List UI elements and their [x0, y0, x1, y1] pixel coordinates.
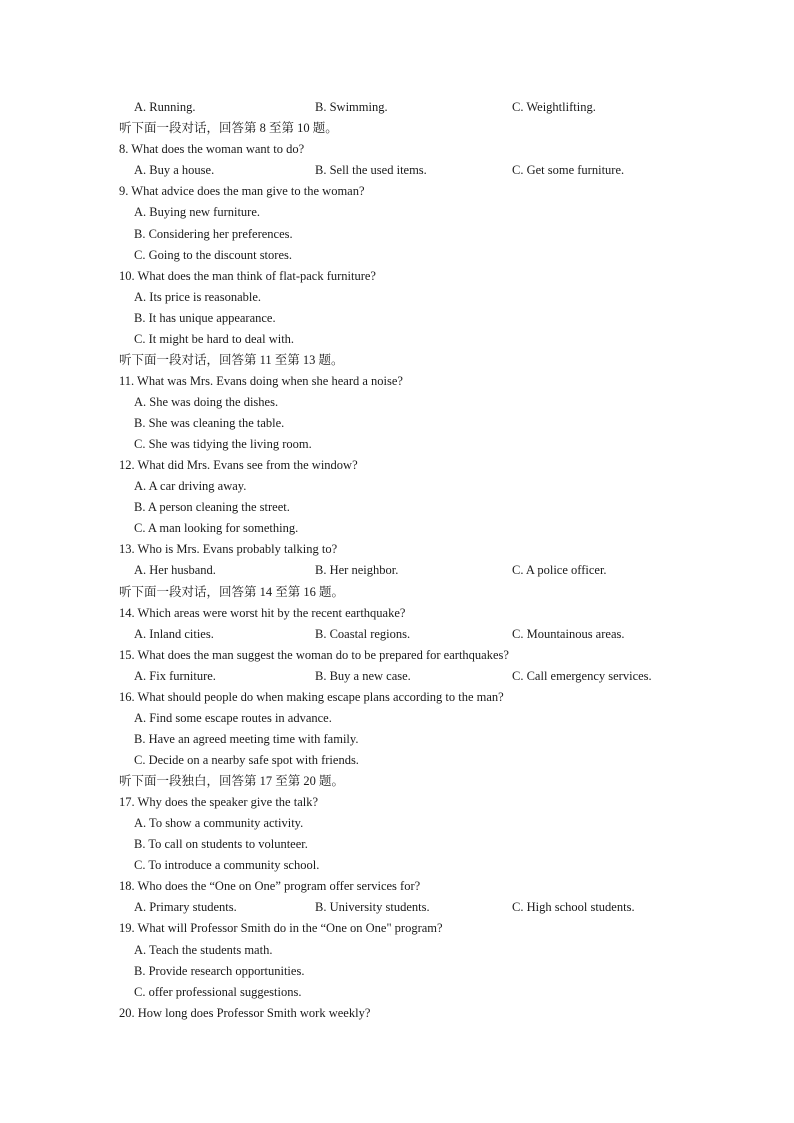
q11-option-c: C. She was tidying the living room.	[134, 437, 312, 451]
section-heading-17-20: 听下面一段独白，回答第 17 至第 20 题。	[119, 774, 345, 788]
q7-option-c: C. Weightlifting.	[512, 100, 596, 114]
q20-stem: 20. How long does Professor Smith work weekly?	[119, 1006, 371, 1020]
q9-option-c: C. Going to the discount stores.	[134, 248, 292, 262]
q18-option-b: B. University students.	[315, 900, 430, 914]
q8-stem: 8. What does the woman want to do?	[119, 142, 305, 156]
q8-option-c: C. Get some furniture.	[512, 163, 625, 177]
q8-option-b: B. Sell the used items.	[315, 163, 427, 177]
q17-option-c: C. To introduce a community school.	[134, 858, 320, 872]
q13-option-b: B. Her neighbor.	[315, 563, 399, 577]
q19-option-b: B. Provide research opportunities.	[134, 964, 305, 978]
q16-option-b: B. Have an agreed meeting time with family.	[134, 732, 359, 746]
q18-option-c: C. High school students.	[512, 900, 635, 914]
q15-option-a: A. Fix furniture.	[134, 669, 216, 683]
q12-option-a: A. A car driving away.	[134, 479, 247, 493]
q13-stem: 13. Who is Mrs. Evans probably talking to?	[119, 542, 338, 556]
q15-option-c: C. Call emergency services.	[512, 669, 652, 683]
q14-option-b: B. Coastal regions.	[315, 627, 411, 641]
q19-option-a: A. Teach the students math.	[134, 943, 273, 957]
q14-option-c: C. Mountainous areas.	[512, 627, 625, 641]
q12-stem: 12. What did Mrs. Evans see from the window?	[119, 458, 358, 472]
q17-option-b: B. To call on students to volunteer.	[134, 837, 308, 851]
q12-option-b: B. A person cleaning the street.	[134, 500, 290, 514]
q17-stem: 17. Why does the speaker give the talk?	[119, 795, 319, 809]
section-heading-8-10: 听下面一段对话，回答第 8 至第 10 题。	[119, 121, 338, 135]
q8-option-a: A. Buy a house.	[134, 163, 215, 177]
q11-option-b: B. She was cleaning the table.	[134, 416, 285, 430]
section-heading-11-13: 听下面一段对话，回答第 11 至第 13 题。	[119, 353, 344, 367]
q12-option-c: C. A man looking for something.	[134, 521, 299, 535]
q18-option-a: A. Primary students.	[134, 900, 237, 914]
q14-option-a: A. Inland cities.	[134, 627, 214, 641]
section-heading-14-16: 听下面一段对话，回答第 14 至第 16 题。	[119, 585, 345, 599]
q11-stem: 11. What was Mrs. Evans doing when she heard a noise?	[119, 374, 403, 388]
q19-stem: 19. What will Professor Smith do in the “One on One" program?	[119, 921, 443, 935]
q9-option-b: B. Considering her preferences.	[134, 227, 293, 241]
q17-option-a: A. To show a community activity.	[134, 816, 304, 830]
q16-option-c: C. Decide on a nearby safe spot with friends.	[134, 753, 359, 767]
q16-option-a: A. Find some escape routes in advance.	[134, 711, 332, 725]
q9-option-a: A. Buying new furniture.	[134, 205, 261, 219]
q10-stem: 10. What does the man think of flat-pack furniture?	[119, 269, 376, 283]
q19-option-c: C. offer professional suggestions.	[134, 985, 302, 999]
q9-stem: 9. What advice does the man give to the woman?	[119, 184, 365, 198]
q18-stem: 18. Who does the “One on One” program offer services for?	[119, 879, 421, 893]
q16-stem: 16. What should people do when making escape plans according to the man?	[119, 690, 504, 704]
q7-option-b: B. Swimming.	[315, 100, 388, 114]
q10-option-c: C. It might be hard to deal with.	[134, 332, 295, 346]
q14-stem: 14. Which areas were worst hit by the recent earthquake?	[119, 606, 406, 620]
q10-option-b: B. It has unique appearance.	[134, 311, 276, 325]
q13-option-c: C. A police officer.	[512, 563, 607, 577]
q11-option-a: A. She was doing the dishes.	[134, 395, 279, 409]
q15-option-b: B. Buy a new case.	[315, 669, 411, 683]
q7-option-a: A. Running.	[134, 100, 196, 114]
q15-stem: 15. What does the man suggest the woman do to be prepared for earthquakes?	[119, 648, 509, 662]
q10-option-a: A. Its price is reasonable.	[134, 290, 262, 304]
q13-option-a: A. Her husband.	[134, 563, 216, 577]
